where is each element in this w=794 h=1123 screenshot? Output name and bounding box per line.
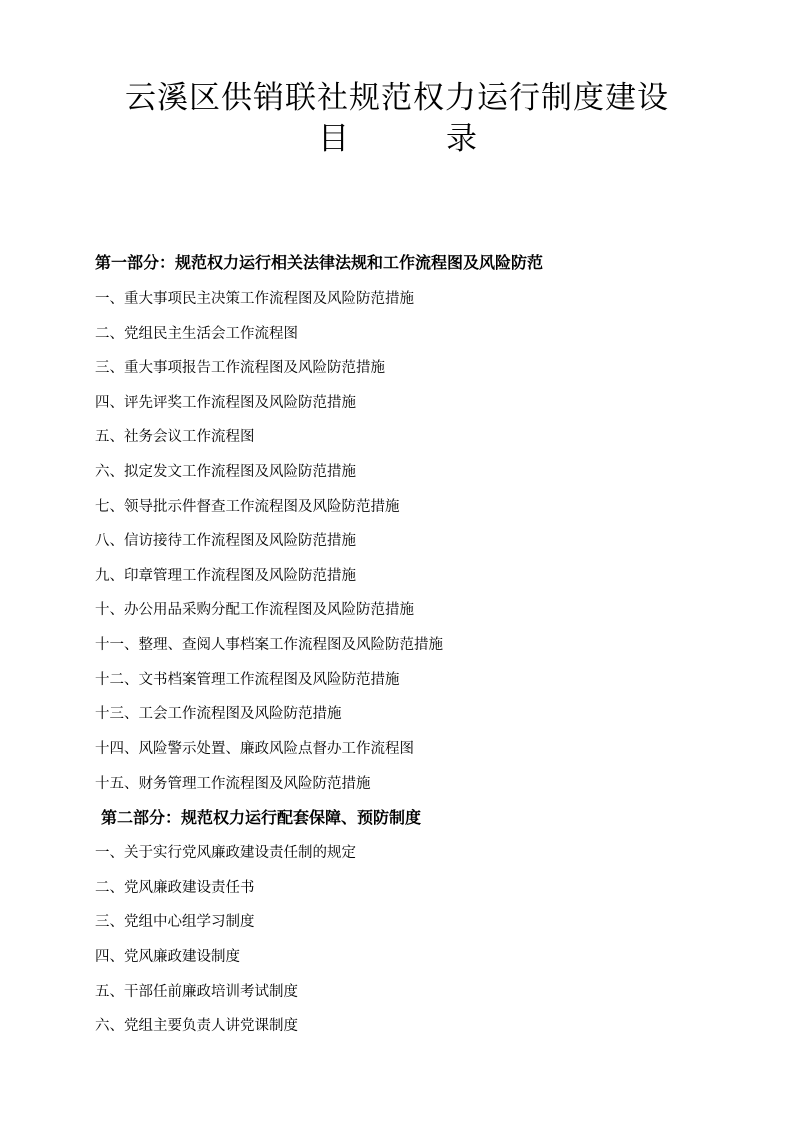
toc-item: 九、印章管理工作流程图及风险防范措施 xyxy=(95,568,356,584)
toc-item: 六、党组主要负责人讲党课制度 xyxy=(95,1018,298,1034)
toc-item: 四、评先评奖工作流程图及风险防范措施 xyxy=(95,395,356,411)
toc-item: 十五、财务管理工作流程图及风险防范措施 xyxy=(95,776,371,792)
toc-item: 三、重大事项报告工作流程图及风险防范措施 xyxy=(95,360,385,376)
part-2-heading: 第二部分：规范权力运行配套保障、预防制度 xyxy=(101,808,422,827)
toc-item: 五、社务会议工作流程图 xyxy=(95,429,255,445)
toc-item: 十、办公用品采购分配工作流程图及风险防范措施 xyxy=(95,602,414,618)
toc-item: 十一、整理、查阅人事档案工作流程图及风险防范措施 xyxy=(95,637,443,653)
document-title: 云溪区供销联社规范权力运行制度建设 xyxy=(125,80,669,116)
toc-item: 六、拟定发文工作流程图及风险防范措施 xyxy=(95,464,356,480)
toc-item: 一、关于实行党风廉政建设责任制的规定 xyxy=(95,845,356,861)
toc-heading-char-2: 录 xyxy=(446,121,478,157)
toc-item: 四、党风廉政建设制度 xyxy=(95,949,240,965)
toc-item: 五、干部任前廉政培训考试制度 xyxy=(95,984,298,1000)
toc-heading-char-1: 目 xyxy=(318,121,350,157)
toc-item: 八、信访接待工作流程图及风险防范措施 xyxy=(95,533,356,549)
toc-item: 二、党风廉政建设责任书 xyxy=(95,880,255,896)
toc-item: 十三、工会工作流程图及风险防范措施 xyxy=(95,706,342,722)
toc-item: 一、重大事项民主决策工作流程图及风险防范措施 xyxy=(95,291,414,307)
toc-item: 七、领导批示件督查工作流程图及风险防范措施 xyxy=(95,499,400,515)
toc-item: 二、党组民主生活会工作流程图 xyxy=(95,326,298,342)
toc-item: 十二、文书档案管理工作流程图及风险防范措施 xyxy=(95,672,400,688)
toc-item: 十四、风险警示处置、廉政风险点督办工作流程图 xyxy=(95,741,414,757)
toc-item: 三、党组中心组学习制度 xyxy=(95,914,255,930)
part-1-heading: 第一部分：规范权力运行相关法律法规和工作流程图及风险防范 xyxy=(95,253,544,272)
